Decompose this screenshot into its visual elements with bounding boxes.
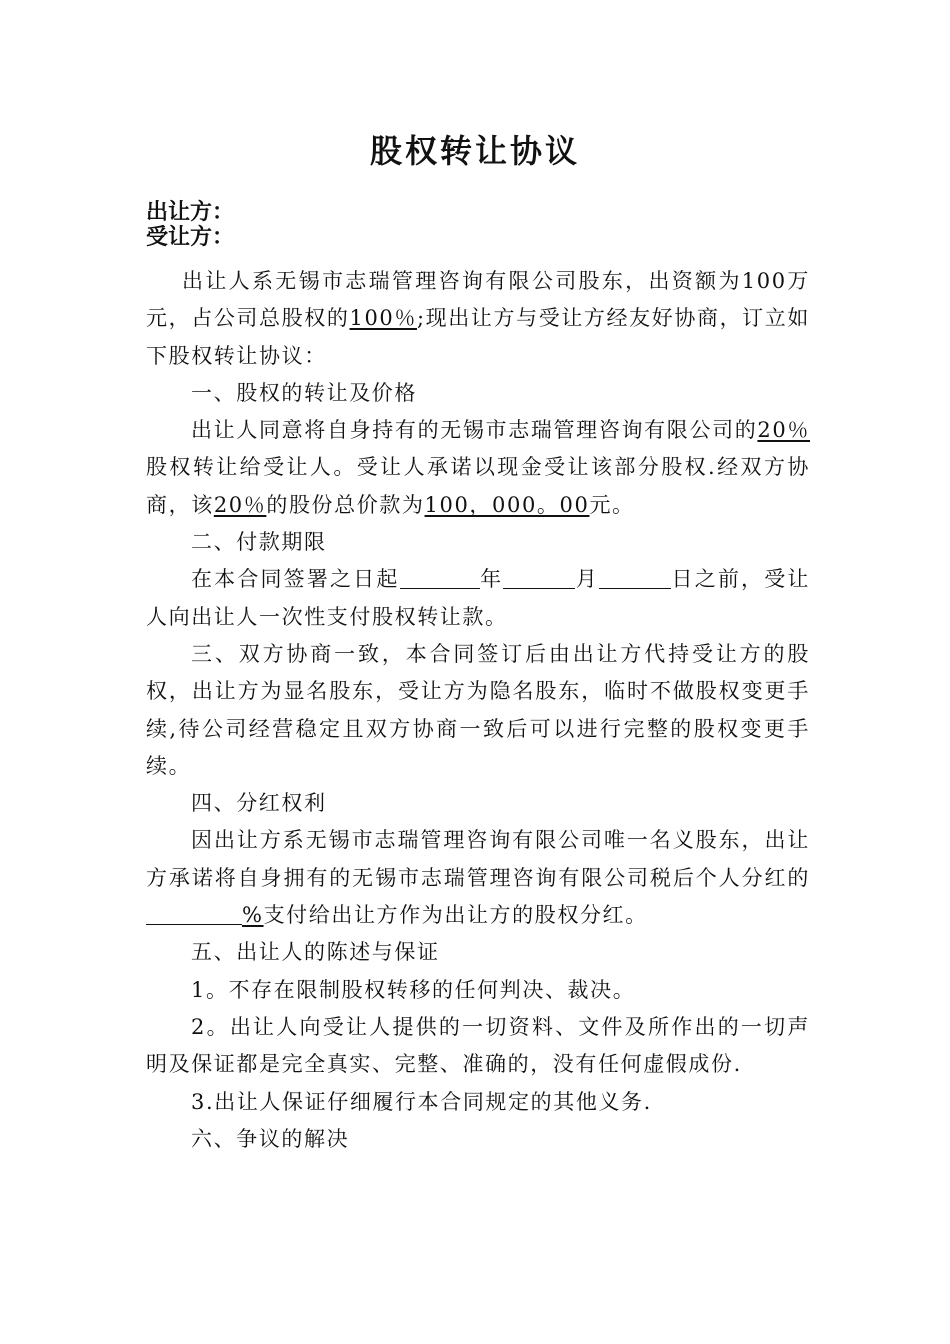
section-5-heading: 五、出让人的陈述与保证 (191, 940, 440, 965)
intro-text-b: ;现出让方与受让方经友好协商，订立如下股权转让协议： (146, 306, 811, 368)
section-5-item-2: 2。出让人向受让人提供的一切资料、文件及所作出的一切声明及保证都是完全真实、完整、准确的，没有任何虚假成份. (146, 1014, 810, 1077)
section-5-item-1: 1。不存在限制股权转移的任何判决、裁决。 (191, 977, 636, 1002)
section-1-heading: 一、股权的转让及价格 (191, 380, 417, 405)
section-2-heading: 二、付款期限 (191, 530, 327, 555)
s1-percentage-1: 20％ (757, 418, 810, 443)
s1-text-d: 元。 (589, 492, 635, 517)
section-2-paragraph (146, 561, 810, 636)
document-title: 股权转让协议 (369, 132, 580, 170)
section-6-heading: 六、争议的解决 (191, 1126, 350, 1151)
year-blank (400, 566, 480, 589)
intro-text-a: 出让人系无锡市志瑞管理咨询有限公司股东，出资额为100万元，占公司总股权的 (146, 269, 810, 331)
s4-text-a: 因出让方系无锡市志瑞管理咨询有限公司唯一名义股东，出让方承诺将自身拥有的无锡市志瑞管理咨询有限公司税后个人分红的 (146, 828, 810, 890)
intro-paragraph (146, 263, 810, 375)
month-blank (503, 566, 575, 589)
s1-text-a: 出让人同意将自身持有的无锡市志瑞管理咨询有限公司的 (191, 418, 758, 443)
section-4-heading: 四、分红权利 (191, 791, 327, 816)
section-3-paragraph: 三、双方协商一致，本合同签订后由出让方代持受让方的股权，出让方为显名股东，受让方为隐名股东，临时不做股权变更手续,待公司经营稳定且双方协商一致后可以进行完整的股权变更手续。 (146, 641, 810, 778)
dividend-blank (146, 902, 242, 925)
section-4-paragraph (146, 822, 810, 934)
s2-year-label: 年 (479, 567, 504, 592)
buyer-label: 受让方： (146, 225, 235, 250)
s2-text-b: 日之前，受让人向出让人一次性支付股权转让款。 (146, 567, 810, 629)
s4-text-b: 支付给出让方作为出让方的股权分红。 (263, 903, 648, 928)
s4-percent-sign: % (242, 903, 264, 928)
s1-percentage-2: 20％ (213, 492, 267, 517)
s1-price: 100，000。00 (424, 492, 590, 517)
day-blank (599, 566, 671, 589)
s2-month-label: 月 (575, 567, 599, 592)
seller-label: 出让方： (146, 200, 235, 225)
section-5-item-3: 3.出让人保证仔细履行本合同规定的其他义务. (191, 1089, 652, 1114)
s2-text-a: 在本合同签署之日起 (191, 567, 400, 592)
agreement-body (146, 263, 810, 1158)
section-1-paragraph (146, 412, 810, 524)
intro-percentage: 100％ (349, 306, 417, 331)
s1-text-c: 的股份总价款为 (266, 492, 425, 517)
s1-text-b: 股权转让给受让人。受让人承诺以现金受让该部分股权.经双方协商，该 (146, 455, 810, 517)
